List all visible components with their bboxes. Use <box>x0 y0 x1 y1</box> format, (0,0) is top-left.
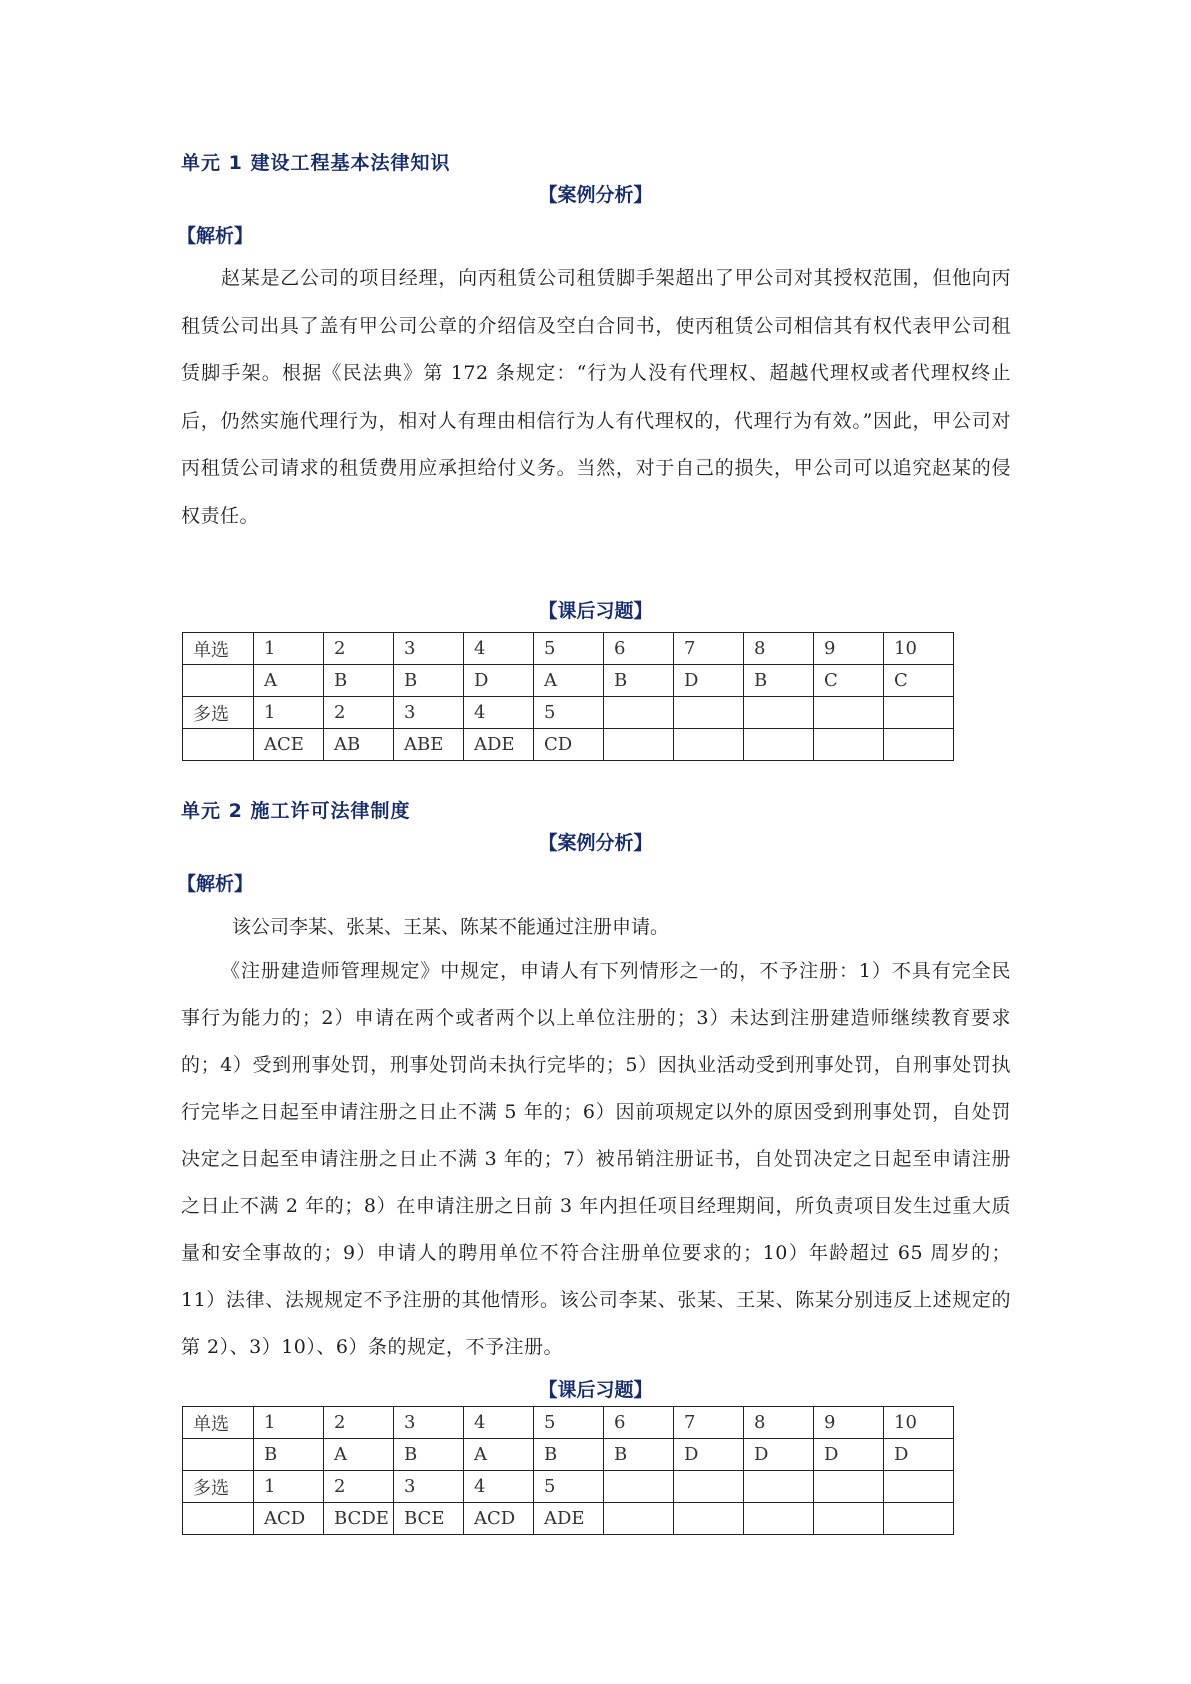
table-cell: 4 <box>464 697 534 729</box>
table-cell: 10 <box>884 633 954 665</box>
table-cell: 7 <box>674 1407 744 1439</box>
table-cell: 1 <box>254 633 324 665</box>
table-cell <box>604 729 674 761</box>
table-cell: ADE <box>534 1503 604 1535</box>
table-cell: A <box>324 1439 394 1471</box>
table-cell: C <box>814 665 884 697</box>
table-cell <box>814 1503 884 1535</box>
table-cell: B <box>394 1439 464 1471</box>
table-row <box>183 1439 954 1471</box>
table-cell <box>744 697 814 729</box>
table-cell: BCE <box>394 1503 464 1535</box>
table-cell: A <box>534 665 604 697</box>
table-row <box>183 697 954 729</box>
table-cell: A <box>464 1439 534 1471</box>
table-cell: 6 <box>604 633 674 665</box>
table-cell <box>744 1503 814 1535</box>
unit2-answer-table <box>182 1406 954 1535</box>
table-cell: 6 <box>604 1407 674 1439</box>
table-cell: B <box>324 665 394 697</box>
table-cell: D <box>744 1439 814 1471</box>
table-cell: 2 <box>324 697 394 729</box>
unit2-case-head: 【案例分析】 <box>538 832 653 854</box>
table-cell <box>183 1439 254 1471</box>
table-cell: ACD <box>254 1503 324 1535</box>
table-cell: 3 <box>394 633 464 665</box>
table-cell: D <box>464 665 534 697</box>
unit2-analysis-head: 【解析】 <box>177 873 254 895</box>
table-cell <box>674 729 744 761</box>
table-cell: AB <box>324 729 394 761</box>
table-cell <box>604 697 674 729</box>
unit2-paragraph: 《注册建造师管理规定》中规定，申请人有下列情形之一的，不予注册：1）不具有完全民事行为能力的；2）申请在两个或者两个以上单位注册的；3）未达到注册建造师继续教育要求的；4）受到刑事处罚，刑事处罚尚未执行完毕的；5）因执业活动受到刑事处罚，自刑事处罚执行完毕之日起至申请注册之日止不满 5 年的；6）因前项规定以外的原因受到刑事处罚，自处罚决定之日起至申请注册之日止不满 3 年的；7）被吊销注册证书，自处罚决定之日起至申请注册之日止不满 2 年的；8）在申请注册之日前 3 年内担任项目经理期间，所负责项目发生过重大质量和安全事故的；9）申请人的聘用单位不符合注册单位要求的；10）年龄超过 65 周岁的；11）法律、法规规定不予注册的其他情形。该公司李某、张某、王某、陈某分别违反上述规定的第 2）、3）10）、6）条的规定，不予注册。 <box>181 960 1011 1358</box>
table-cell: 3 <box>394 1407 464 1439</box>
table-cell: A <box>254 665 324 697</box>
unit2-title: 单元 2 施工许可法律制度 <box>181 800 411 822</box>
table-cell: BCDE <box>324 1503 394 1535</box>
table-cell <box>884 1471 954 1503</box>
table-cell: 10 <box>884 1407 954 1439</box>
unit1-analysis-head: 【解析】 <box>177 225 254 247</box>
table-row <box>183 1407 954 1439</box>
table-cell <box>814 729 884 761</box>
table-cell: C <box>884 665 954 697</box>
table-row <box>183 633 954 665</box>
table-cell <box>814 1471 884 1503</box>
table-cell <box>744 729 814 761</box>
unit1-title: 单元 1 建设工程基本法律知识 <box>181 152 451 174</box>
table-cell: B <box>534 1439 604 1471</box>
table-cell: 2 <box>324 1407 394 1439</box>
table-cell <box>674 1471 744 1503</box>
table-cell: 2 <box>324 1471 394 1503</box>
table-cell <box>814 697 884 729</box>
table-cell: B <box>604 1439 674 1471</box>
table-cell: 5 <box>534 1407 604 1439</box>
table-cell: 1 <box>254 697 324 729</box>
table-row <box>183 729 954 761</box>
table-cell: B <box>394 665 464 697</box>
unit1-case-head: 【案例分析】 <box>538 184 653 206</box>
table-cell: ABE <box>394 729 464 761</box>
table-cell: 5 <box>534 633 604 665</box>
table-cell: B <box>604 665 674 697</box>
table-cell: 5 <box>534 1471 604 1503</box>
unit1-exercise-head: 【课后习题】 <box>538 600 653 622</box>
table-cell: 8 <box>744 1407 814 1439</box>
table-cell: 4 <box>464 1471 534 1503</box>
table-cell: B <box>254 1439 324 1471</box>
table-cell: 7 <box>674 633 744 665</box>
table-cell: ADE <box>464 729 534 761</box>
table-cell: ACD <box>464 1503 534 1535</box>
table-cell <box>183 729 254 761</box>
table-cell: D <box>674 665 744 697</box>
table-cell <box>183 665 254 697</box>
unit1-paragraph: 赵某是乙公司的项目经理，向丙租赁公司租赁脚手架超出了甲公司对其授权范围，但他向丙租赁公司出具了盖有甲公司公章的介绍信及空白合同书，使丙租赁公司相信其有权代表甲公司租赁脚手架。根据《民法典》第 172 条规定：“行为人没有代理权、超越代理权或者代理权终止后，仍然实施代理行为，相对人有理由相信行为人有代理权的，代理行为有效。”因此，甲公司对丙租赁公司请求的租赁费用应承担给付义务。当然，对于自己的损失，甲公司可以追究赵某的侵权责任。 <box>181 267 1011 527</box>
table-cell: D <box>884 1439 954 1471</box>
table-row <box>183 665 954 697</box>
row-label-multi: 多选 <box>183 1471 254 1503</box>
unit2-exercise-head: 【课后习题】 <box>538 1379 653 1401</box>
table-cell: D <box>814 1439 884 1471</box>
table-cell: 9 <box>814 1407 884 1439</box>
table-cell: 9 <box>814 633 884 665</box>
table-cell: 5 <box>534 697 604 729</box>
row-label-single: 单选 <box>183 1407 254 1439</box>
table-cell: 2 <box>324 633 394 665</box>
unit2-line1: 该公司李某、张某、王某、陈某不能通过注册申请。 <box>232 916 670 938</box>
table-cell <box>183 1503 254 1535</box>
table-cell <box>604 1471 674 1503</box>
table-cell <box>744 1471 814 1503</box>
table-row <box>183 1471 954 1503</box>
table-row <box>183 1503 954 1535</box>
row-label-multi: 多选 <box>183 697 254 729</box>
table-cell: B <box>744 665 814 697</box>
table-cell: CD <box>534 729 604 761</box>
table-cell: 8 <box>744 633 814 665</box>
table-cell <box>884 697 954 729</box>
table-cell <box>884 1503 954 1535</box>
table-cell: 4 <box>464 633 534 665</box>
table-cell <box>884 729 954 761</box>
table-cell: 3 <box>394 697 464 729</box>
table-cell: 1 <box>254 1407 324 1439</box>
table-cell <box>674 1503 744 1535</box>
table-cell: 3 <box>394 1471 464 1503</box>
table-cell: D <box>674 1439 744 1471</box>
table-cell: ACE <box>254 729 324 761</box>
table-cell: 1 <box>254 1471 324 1503</box>
row-label-single: 单选 <box>183 633 254 665</box>
unit1-answer-table <box>182 632 954 761</box>
table-cell <box>674 697 744 729</box>
table-cell: 4 <box>464 1407 534 1439</box>
table-cell <box>604 1503 674 1535</box>
